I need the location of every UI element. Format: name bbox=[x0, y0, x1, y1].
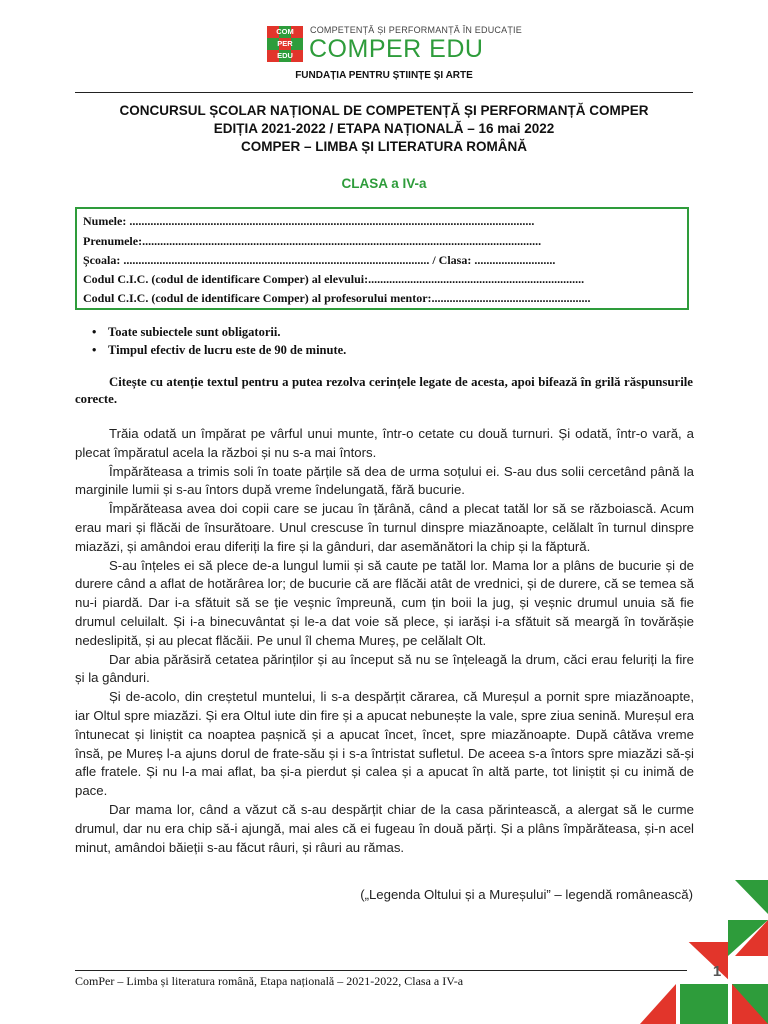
logo-brand-name: COMPER EDU bbox=[309, 35, 484, 63]
header-divider bbox=[75, 92, 693, 93]
rules-list bbox=[108, 325, 346, 361]
story-paragraph: Dar mama lor, când a văzut că s-au despărțit chiar de la casa părintească, a alergat să le curme drumul, dar nu era chip să-i ajungă, mai ales că ei fugeau în două părți. Și a plâns împărăteasa, și-n acel minut, amândoi băieții s-au făcut râuri, și râuri au rămas. bbox=[75, 801, 694, 855]
name-field[interactable]: Numele: ....................................................................................................................................... bbox=[83, 214, 535, 228]
logo-tagline: COMPETENȚĂ ȘI PERFORMANȚĂ ÎN EDUCAȚIE bbox=[310, 25, 522, 35]
page-number: 1 bbox=[712, 963, 722, 980]
corner-triangle bbox=[640, 984, 676, 1024]
edition-title: EDIȚIA 2021-2022 / ETAPA NAȚIONALĂ – 16 mai 2022 bbox=[213, 121, 555, 136]
student-cic-field[interactable]: Codul C.I.C. (codul de identificare Comper) al elevului:........................................................................ bbox=[83, 272, 585, 286]
story-source: („Legenda Oltului și a Mureșului” – legendă românească) bbox=[360, 887, 693, 902]
story-paragraph: Și de-acolo, din creștetul muntelui, li s-a despărțit cărarea, că Mureșul a pornit spre miazănoapte, iar Oltul spre miazăzi. Și era Oltul iute din fire și a apucat nebunește la vale, spre ziua senină. Mureșul era întunecat și liniștit ca noaptea pașnică și a apucat încet, încet, spre miazănoapte. După câtăva vreme însă, pe Mureș l-a ajuns dorul de frate-său și i s-a întristat sufletul. De aceea s-a întors spre miazăzi să-și afle fratele. Și nu l-a mai aflat, ba și-a pierdut și calea și a apucat în altă parte, tot liniștit și cu inimă de pace. bbox=[75, 689, 694, 799]
foundation-name: FUNDAȚIA PENTRU ȘTIINȚE ȘI ARTE bbox=[295, 70, 473, 81]
first-name-field[interactable]: Prenumele:..................................................................................................................................... bbox=[83, 234, 542, 248]
story-paragraph: Împărăteasa a trimis soli în toate părțile să dea de urma soțului ei. S-au dus solii cercetând până la marginile lumii și s-au întors după vreme îndelungată, fără bucurie. bbox=[75, 463, 694, 498]
footer-divider bbox=[75, 970, 687, 971]
school-class-field[interactable]: Școala: ...................................................................................................... / Clasa: ........................... bbox=[83, 253, 556, 267]
story-paragraph: Trăia odată un împărat pe vârful unui munte, într-o cetate cu două turnuri. Și odată, într-o vară, a plecat împăratul acela la război și nu s-a mai întors. bbox=[75, 426, 694, 460]
logo-letters bbox=[267, 26, 303, 62]
grade-title: CLASA a IV-a bbox=[341, 176, 427, 191]
story-paragraph: Dar abia părăsiră cetatea părinților și au început să nu se înțeleagă la drum, căci erau feluriți la fire și la gânduri. bbox=[75, 651, 694, 686]
contest-title: CONCURSUL ȘCOLAR NAȚIONAL DE COMPETENȚĂ ȘI PERFORMANȚĂ COMPER bbox=[119, 103, 649, 118]
story-paragraph: S-au înțeles ei să plece de-a lungul lumii și să caute pe tatăl lor. Mama lor a plâns de bucurie și de durere când a aflat de hotărârea lor; de bucurie că are flăcăi atât de vrednici, și de durere, că se temea să nu-i piardă. Dar i-a sfătuit să se ție veșnic împreună, cum țin boii la jug, și veșnic drumul unuia să fie drumul celuilalt. Și i-a binecuvântat și le-a dat voie să plece, și iarăși i-a sfătuit să meargă în tovărășie nedeslipită, și au plecat flăcăii. Pe unul îl chema Mureș, pe celălalt Olt. bbox=[75, 557, 694, 648]
reading-instruction: Citește cu atenție textul pentru a putea rezolva cerințele legate de acesta, apoi bifează în grilă răspunsurile corecte. bbox=[75, 375, 693, 406]
rule-item: • Timpul efectiv de lucru este de 90 de minute. bbox=[108, 343, 346, 361]
corner-decoration bbox=[640, 880, 768, 1024]
story-paragraph: Împărăteasa avea doi copii care se jucau în țărână, când a plecat tatăl lor să se războiască. Acum erau mari și flăcăi de însurătoare. Unul crescuse în turnul dinspre miazănoapte, celălalt în turnul dinspre miazăzi, și amândoi erau diferiți la fire și la gânduri, dar asemănători la chip și la făptură. bbox=[75, 501, 694, 554]
corner-block bbox=[680, 984, 728, 1024]
corner-triangle bbox=[735, 880, 768, 914]
identification-box bbox=[75, 207, 689, 310]
logo-letters-row: COM bbox=[276, 27, 294, 36]
rule-item: • Toate subiectele sunt obligatorii. bbox=[108, 325, 346, 343]
subject-title: COMPER – LIMBA ȘI LITERATURA ROMÂNĂ bbox=[241, 139, 527, 154]
logo-letters-row: EDU bbox=[277, 51, 293, 60]
teacher-cic-field[interactable]: Codul C.I.C. (codul de identificare Comper) al profesorului mentor:..................................................... bbox=[83, 291, 591, 305]
logo-letters-row: PER bbox=[277, 39, 293, 48]
story-text bbox=[75, 425, 694, 857]
footer-text: ComPer – Limba și literatura română, Etapa națională – 2021-2022, Clasa a IV-a bbox=[75, 974, 464, 988]
